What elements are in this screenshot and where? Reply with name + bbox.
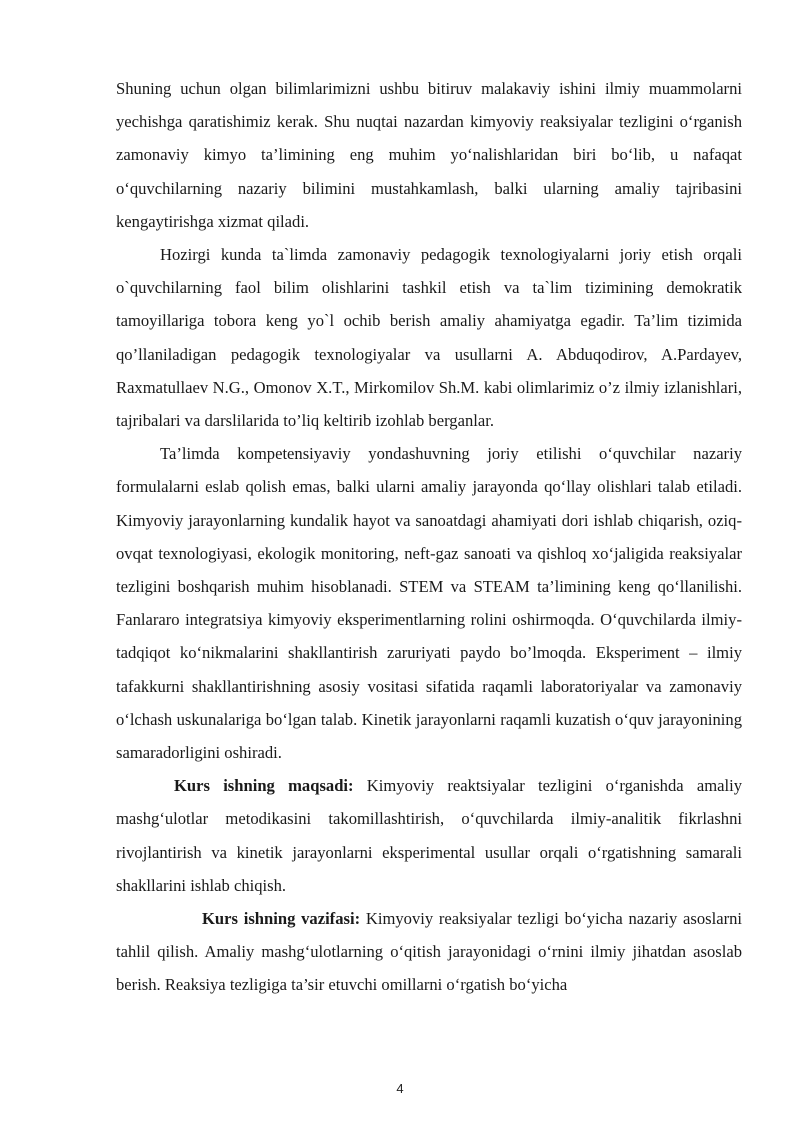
page-number: 4 [396,1081,404,1096]
course-goal-heading: Kurs ishning maqsadi: [174,776,354,796]
paragraph-course-tasks [116,902,742,1002]
course-tasks-heading: Kurs ishning vazifasi: [202,909,361,929]
course-tasks-text: Kimyoviy reaksiyalar tezligi bo‘yicha nazariy asoslarni tahlil qilish. Amaliy mashg‘ulotlarning o‘qitish jarayonidagi o‘rnini ilmiy jihatdan asoslab berish. Reaksiya tezligiga ta’sir etuvchi omillarni o‘rgatish bo‘yicha [116,909,743,995]
page-body [116,72,742,1002]
course-goal-text: Kimyoviy reaktsiyalar tezligini o‘rganishda amaliy mashg‘ulotlar metodikasini takomillashtirish, o‘quvchilarda ilmiy-analitik fikrlashni rivojlantirish va kinetik jarayonlarni eksperimental usullar orqali o‘rgatishning samarali shakllarini ishlab chiqish. [116,776,742,895]
paragraph-course-goal [116,769,742,902]
paragraph-pedagogical-technologies: Hozirgi kunda ta`limda zamonaviy pedagogik texnologiyalarni joriy etish orqali o`quvchilarning faol bilim olishlarini tashkil etish va ta`lim tizimining demokratik tamoyillariga tobora keng yo`l ochib berish amaliy ahamiyatga egadir. Ta’lim tizimida qo’llaniladigan pedagogik texnologiyalar va usullarni A. Abduqodirov, A.Pardayev, Raxmatullaev N.G., Omonov X.T., Mirkomilov Sh.M. kabi olimlarimiz o’z ilmiy izlanishlari, tajribalari va darslilarida to’liq keltirib izohlab berganlar. [116,245,742,431]
paragraph-intro: Shuning uchun olgan bilimlarimizni ushbu bitiruv malakaviy ishini ilmiy muammolarni yechishga qaratishimiz kerak. Shu nuqtai nazardan kimyoviy reaksiyalar tezligini o‘rganish zamonaviy kimyo ta’limining eng muhim yo‘nalishlaridan biri bo‘lib, u nafaqat o‘quvchilarning nazariy bilimini mustahkamlash, balki ularning amaliy tajribasini kengaytirishga xizmat qiladi. [116,79,742,231]
paragraph-competency-approach: Ta’limda kompetensiyaviy yondashuvning joriy etilishi o‘quvchilar nazariy formulalarni eslab qolish emas, balki ularni amaliy jarayonda qo‘llay olishlari talab etiladi. Kimyoviy jarayonlarning kundalik hayot va sanoatdagi ahamiyati dori ishlab chiqarish, oziq-ovqat texnologiyasi, ekologik monitoring, neft-gaz sanoati va qishloq xo‘jaligida reaksiyalar tezligini boshqarish muhim hisoblanadi. STEM va STEAM ta’limining keng qo‘llanilishi. Fanlararo integratsiya kimyoviy eksperimentlarning rolini oshirmoqda. O‘quvchilarda ilmiy-tadqiqot ko‘nikmalarini shakllantirish zaruriyati paydo bo’lmoqda. Eksperiment – ilmiy tafakkurni shakllantirishning asosiy vositasi sifatida raqamli laboratoriyalar va zamonaviy o‘lchash uskunalariga bo‘lgan talab. Kinetik jarayonlarni raqamli kuzatish o‘quv jarayonining samaradorligini oshiradi. [116,444,742,763]
